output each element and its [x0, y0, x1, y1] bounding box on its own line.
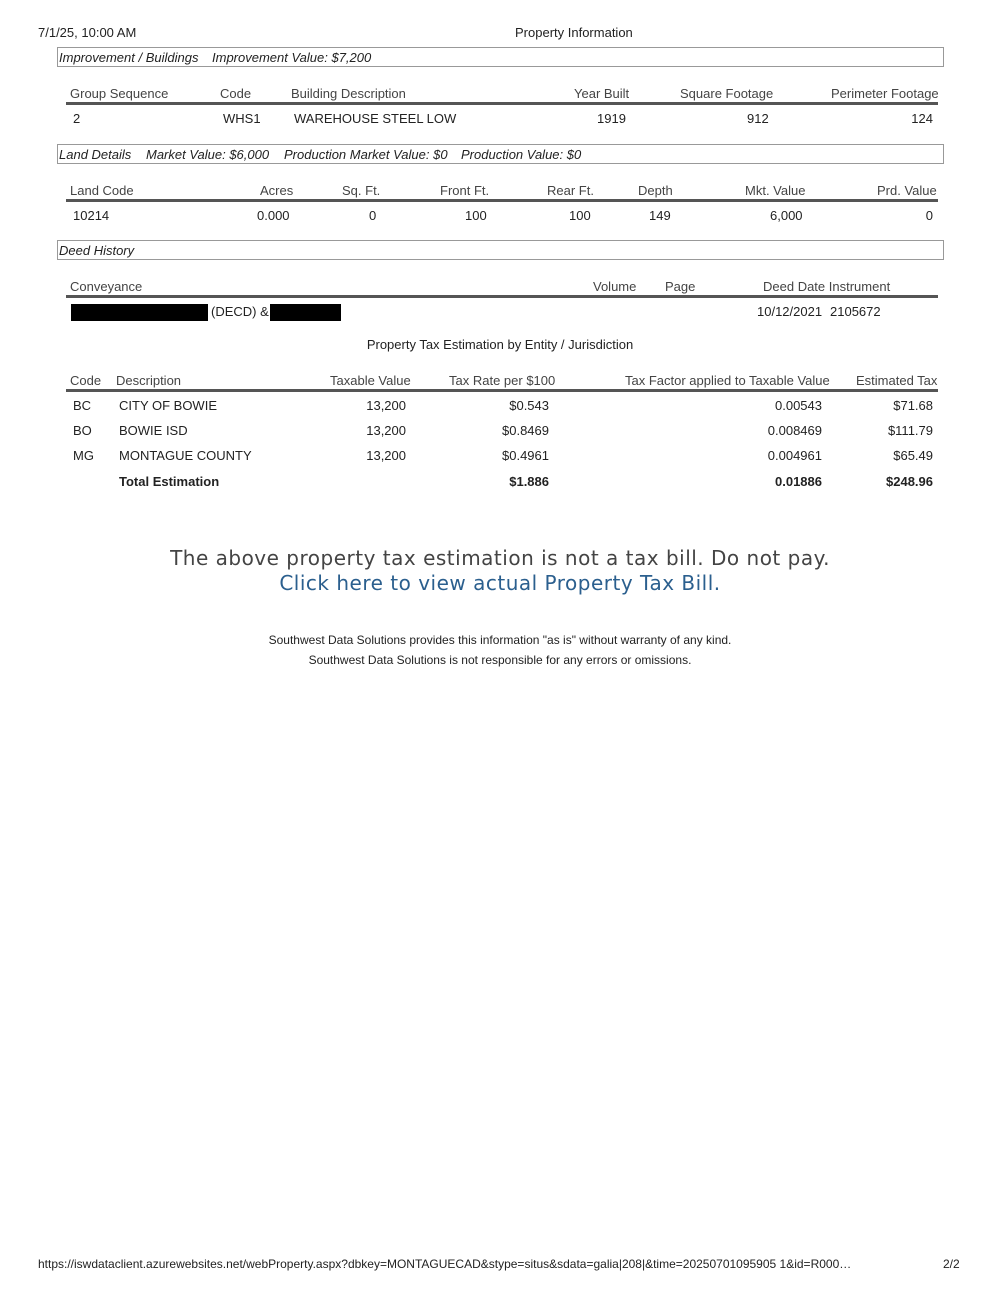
code-value: WHS1	[223, 111, 261, 126]
conveyance-text: (DECD) &	[211, 304, 269, 319]
footer-url: https://iswdataclient.azurewebsites.net/webProperty.aspx?dbkey=MONTAGUECAD&stype=situs&sdata=galia|208|&time=20250701095905 1&id=R000…	[38, 1257, 852, 1271]
tax-factor: 0.004961	[767, 448, 822, 463]
col-volume: Volume	[593, 279, 637, 294]
col-prd-value: Prd. Value	[877, 183, 937, 198]
view-tax-bill-link[interactable]: Click here to view actual Property Tax Bill.	[279, 571, 721, 595]
total-label: Total Estimation	[119, 474, 220, 489]
col-tax-rate: Tax Rate per $100	[449, 373, 556, 388]
land-section-label: Land Details	[59, 147, 132, 162]
col-acres: Acres	[260, 183, 294, 198]
tax-factor: 0.008469	[767, 423, 822, 438]
header-rule	[66, 389, 938, 392]
improvement-section-label: Improvement / Buildings	[59, 50, 199, 65]
col-taxable-value: Taxable Value	[330, 373, 411, 388]
col-building-description: Building Description	[291, 86, 406, 101]
land-section-bar	[57, 144, 944, 164]
improvement-section-bar	[57, 47, 944, 67]
tax-code: BC	[73, 398, 92, 413]
acres-value: 0.000	[257, 208, 290, 223]
tax-rate: $0.4961	[502, 448, 549, 463]
land-market-value: Market Value: $6,000	[146, 147, 270, 162]
land-code-value: 10214	[73, 208, 110, 223]
deed-section-bar	[57, 240, 944, 260]
estimated-tax: $71.68	[893, 398, 933, 413]
mkt-value-value: 6,000	[770, 208, 803, 223]
description-value: WAREHOUSE STEEL LOW	[294, 111, 457, 126]
col-depth: Depth	[638, 183, 673, 198]
square-footage-value: 912	[747, 111, 769, 126]
taxable-value: 13,200	[366, 423, 406, 438]
group-sequence-value: 2	[73, 111, 81, 126]
col-front-ft: Front Ft.	[440, 183, 490, 198]
col-page: Page	[665, 279, 696, 294]
col-tax-factor: Tax Factor applied to Taxable Value	[625, 373, 830, 388]
improvement-value: Improvement Value: $7,200	[212, 50, 372, 65]
print-timestamp: 7/1/25, 10:00 AM	[38, 25, 137, 40]
tax-code: MG	[73, 448, 94, 463]
depth-value: 149	[649, 208, 671, 223]
tax-factor: 0.00543	[775, 398, 822, 413]
land-production-market-value: Production Market Value: $0	[284, 147, 448, 162]
header-rule	[66, 295, 938, 298]
tax-code: BO	[73, 423, 92, 438]
redacted-grantee	[270, 304, 341, 321]
col-land-code: Land Code	[70, 183, 134, 198]
sqft-value: 0	[369, 208, 377, 223]
year-built-value: 1919	[597, 111, 626, 126]
front-ft-value: 100	[465, 208, 487, 223]
col-estimated-tax: Estimated Tax	[856, 373, 938, 388]
tax-description: CITY OF BOWIE	[119, 398, 217, 413]
col-conveyance: Conveyance	[70, 279, 143, 294]
col-perimeter-footage: Perimeter Footage	[831, 86, 939, 101]
header-rule	[66, 102, 938, 105]
col-rear-ft: Rear Ft.	[547, 183, 594, 198]
col-deed-date-instrument: Deed Date Instrument	[763, 279, 891, 294]
page-title: Property Information	[515, 25, 633, 40]
land-production-value: Production Value: $0	[461, 147, 582, 162]
col-sqft: Sq. Ft.	[342, 183, 381, 198]
total-estimated-tax: $248.96	[886, 474, 933, 489]
col-year-built: Year Built	[574, 86, 630, 101]
col-tax-description: Description	[116, 373, 182, 388]
total-tax-factor: 0.01886	[775, 474, 822, 489]
taxable-value: 13,200	[366, 398, 406, 413]
disclaimer-responsibility: Southwest Data Solutions is not responsible for any errors or omissions.	[308, 653, 692, 667]
redacted-grantor	[71, 304, 208, 321]
col-square-footage: Square Footage	[680, 86, 774, 101]
deed-date-value: 10/12/2021	[757, 304, 823, 319]
instrument-value: 2105672	[830, 304, 881, 319]
tax-description: MONTAGUE COUNTY	[119, 448, 252, 463]
total-tax-rate: $1.886	[509, 474, 549, 489]
tax-description: BOWIE ISD	[119, 423, 188, 438]
col-code: Code	[220, 86, 252, 101]
header-rule	[66, 199, 938, 202]
col-group-sequence: Group Sequence	[70, 86, 169, 101]
page-number: 2/2	[943, 1257, 960, 1271]
tax-rate: $0.543	[509, 398, 549, 413]
estimated-tax: $111.79	[887, 423, 933, 438]
estimated-tax: $65.49	[893, 448, 933, 463]
tax-rate: $0.8469	[502, 423, 549, 438]
rear-ft-value: 100	[569, 208, 591, 223]
perimeter-footage-value: 124	[911, 111, 933, 126]
prd-value-value: 0	[925, 208, 933, 223]
deed-section-label: Deed History	[59, 243, 135, 258]
tax-estimation-title: Property Tax Estimation by Entity / Jurisdiction	[366, 337, 634, 352]
taxable-value: 13,200	[366, 448, 406, 463]
not-a-tax-bill-notice: The above property tax estimation is not a tax bill. Do not pay.	[170, 546, 830, 570]
disclaimer-warranty: Southwest Data Solutions provides this information "as is" without warranty of any kind.	[268, 633, 732, 647]
col-tax-code: Code	[70, 373, 102, 388]
col-mkt-value: Mkt. Value	[745, 183, 806, 198]
